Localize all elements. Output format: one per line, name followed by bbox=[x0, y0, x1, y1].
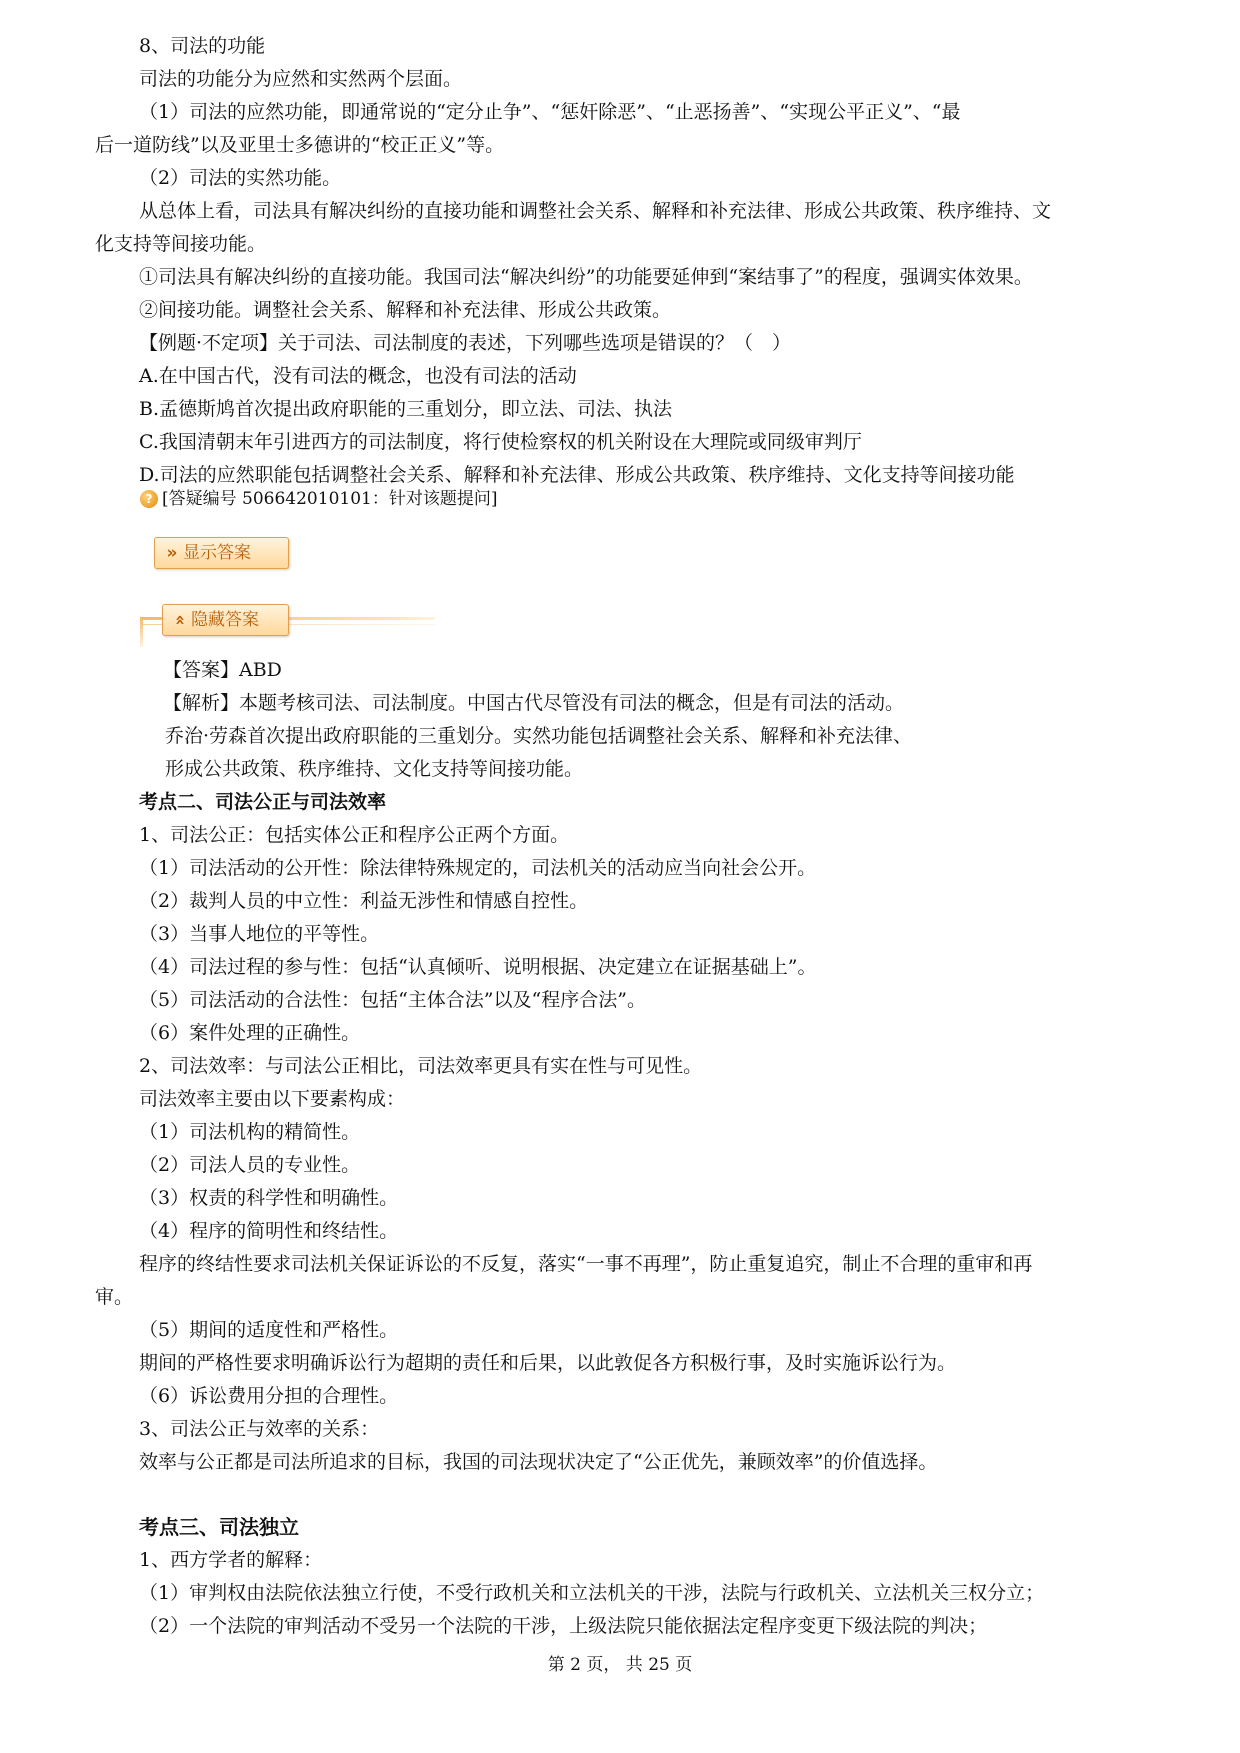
analysis-line: 【解析】本题考核司法、司法制度。中国古代尽管没有司法的概念，但是有司法的活动。 bbox=[163, 692, 905, 714]
paragraph-line: （1）司法机构的精简性。 bbox=[139, 1121, 361, 1143]
show-answer-button[interactable] bbox=[154, 537, 289, 569]
paragraph-line: 程序的终结性要求司法机关保证诉讼的不反复，落实“一事不再理”，防止重复追究，制止不合理的重审和再 bbox=[139, 1253, 1033, 1275]
paragraph-line: ①司法具有解决纠纷的直接功能。我国司法“解决纠纷”的功能要延伸到“案结事了”的程度，强调实体效果。 bbox=[139, 266, 1033, 288]
section-heading: 8、司法的功能 bbox=[139, 35, 266, 57]
paragraph-line: （6）案件处理的正确性。 bbox=[139, 1022, 361, 1044]
paragraph-line: 1、司法公正：包括实体公正和程序公正两个方面。 bbox=[139, 824, 570, 846]
paragraph-line: （1）司法活动的公开性：除法律特殊规定的，司法机关的活动应当向社会公开。 bbox=[139, 857, 817, 879]
hide-answer-label: 隐藏答案 bbox=[191, 610, 259, 630]
paragraph-line: （2）司法人员的专业性。 bbox=[139, 1154, 361, 1176]
paragraph-line: （4）司法过程的参与性：包括“认真倾听、说明根据、决定建立在证据基础上”。 bbox=[139, 956, 817, 978]
paragraph-line: 3、司法公正与效率的关系： bbox=[139, 1418, 380, 1440]
answer-line: 【答案】ABD bbox=[163, 659, 282, 681]
paragraph-line: 从总体上看，司法具有解决纠纷的直接功能和调整社会关系、解释和补充法律、形成公共政策、秩序维持、文 bbox=[139, 200, 1052, 222]
section-heading: 考点三、司法独立 bbox=[139, 1515, 299, 1539]
paragraph-line: （2）司法的实然功能。 bbox=[139, 167, 342, 189]
analysis-line: 乔治·劳森首次提出政府职能的三重划分。实然功能包括调整社会关系、解释和补充法律、 bbox=[165, 725, 913, 747]
hide-answer-button[interactable] bbox=[162, 604, 289, 636]
option-a: A.在中国古代，没有司法的概念，也没有司法的活动 bbox=[139, 365, 577, 387]
paragraph-line: （5）期间的适度性和严格性。 bbox=[139, 1319, 399, 1341]
paragraph-line: 2、司法效率：与司法公正相比，司法效率更具有实在性与可见性。 bbox=[139, 1055, 703, 1077]
paragraph-line: （1）司法的应然功能，即通常说的“定分止争”、“惩奸除恶”、“止恶扬善”、“实现公平正义”、“最 bbox=[139, 101, 961, 123]
paragraph-line: （4）程序的简明性和终结性。 bbox=[139, 1220, 399, 1242]
paragraph-line: （1）审判权由法院依法独立行使，不受行政机关和立法机关的干涉，法院与行政机关、立法机关三权分立； bbox=[139, 1582, 1045, 1604]
paragraph-line: （3）权责的科学性和明确性。 bbox=[139, 1187, 399, 1209]
double-chevron-up-icon: « bbox=[170, 614, 190, 626]
show-answer-label: 显示答案 bbox=[183, 543, 251, 563]
paragraph-line: （2）裁判人员的中立性：利益无涉性和情感自控性。 bbox=[139, 890, 589, 912]
option-b: B.孟德斯鸠首次提出政府职能的三重划分，即立法、司法、执法 bbox=[139, 398, 673, 420]
paragraph-line: 1、西方学者的解释： bbox=[139, 1549, 323, 1571]
paragraph-line: （3）当事人地位的平等性。 bbox=[139, 923, 380, 945]
paragraph-line: 化支持等间接功能。 bbox=[95, 233, 267, 255]
ask-question-link[interactable]: [答疑编号 506642010101：针对该题提问] bbox=[162, 489, 498, 509]
page-footer: 第 2 页， 共 25 页 bbox=[547, 1655, 693, 1675]
paragraph-line: 期间的严格性要求明确诉讼行为超期的责任和后果，以此敦促各方积极行事，及时实施诉讼行为。 bbox=[139, 1352, 957, 1374]
double-chevron-right-icon: » bbox=[166, 543, 178, 563]
paragraph-line: 司法的功能分为应然和实然两个层面。 bbox=[139, 68, 463, 90]
exercise-question: 【例题·不定项】关于司法、司法制度的表述，下列哪些选项是错误的？（ ） bbox=[139, 332, 792, 354]
paragraph-line: 后一道防线”以及亚里士多德讲的“校正正义”等。 bbox=[95, 134, 505, 156]
paragraph-line: 效率与公正都是司法所追求的目标，我国的司法现状决定了“公正优先，兼顾效率”的价值选择。 bbox=[139, 1451, 938, 1473]
answer-panel-rule bbox=[140, 617, 143, 647]
paragraph-line: 审。 bbox=[95, 1286, 134, 1308]
paragraph-line: （2）一个法院的审判活动不受另一个法院的干涉，上级法院只能依据法定程序变更下级法院的判决； bbox=[139, 1615, 988, 1637]
paragraph-line: 司法效率主要由以下要素构成： bbox=[139, 1088, 406, 1110]
paragraph-line: （5）司法活动的合法性：包括“主体合法”以及“程序合法”。 bbox=[139, 989, 646, 1011]
option-d: D.司法的应然职能包括调整社会关系、解释和补充法律、形成公共政策、秩序维持、文化支持等间接功能 bbox=[139, 464, 1015, 486]
section-heading: 考点二、司法公正与司法效率 bbox=[139, 791, 387, 813]
option-c: C.我国清朝末年引进西方的司法制度，将行使检察权的机关附设在大理院或同级审判厅 bbox=[139, 431, 862, 453]
question-mark-icon[interactable]: ? bbox=[140, 490, 158, 508]
paragraph-line: （6）诉讼费用分担的合理性。 bbox=[139, 1385, 399, 1407]
paragraph-line: ②间接功能。调整社会关系、解释和补充法律、形成公共政策。 bbox=[139, 299, 672, 321]
analysis-line: 形成公共政策、秩序维持、文化支持等间接功能。 bbox=[165, 758, 584, 780]
